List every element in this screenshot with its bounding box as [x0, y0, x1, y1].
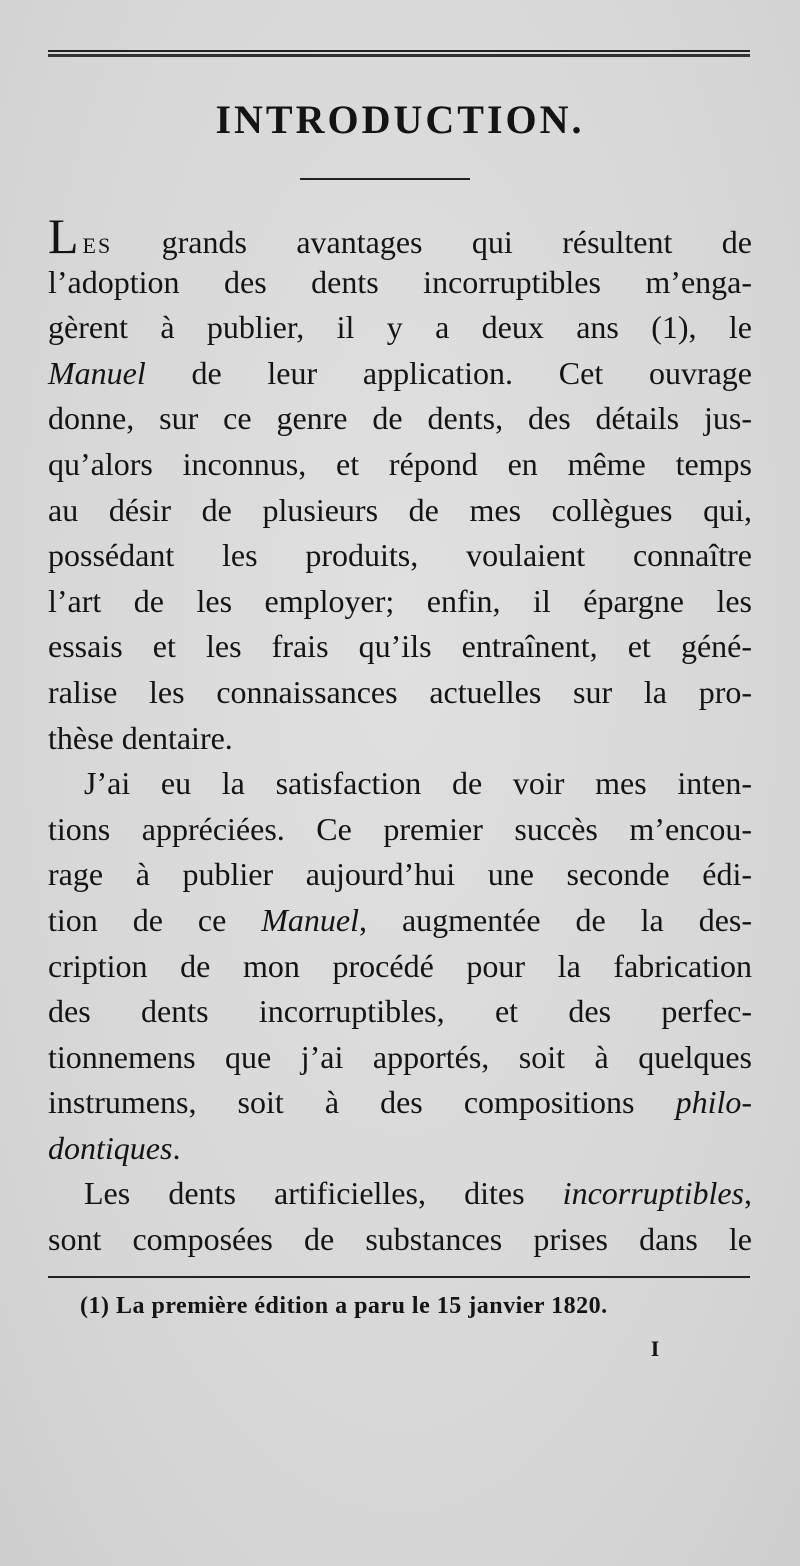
text-line: au désir de plusieurs de mes collègues qui, — [48, 491, 752, 528]
signature-mark: I — [650, 1336, 660, 1361]
small-caps: ES — [82, 233, 113, 258]
footnote-rule — [48, 1276, 750, 1278]
text-line: tion de ce Manuel, augmentée de la des- — [48, 901, 753, 938]
text-line: thèse dentaire. — [48, 719, 233, 756]
text-line: J’ai eu la satisfaction de voir mes inten- — [84, 765, 752, 802]
title-rule — [300, 178, 470, 180]
text-line: Les dents artificielles, dites incorruptibles, — [84, 1175, 752, 1212]
text-line: l’adoption des dents incorruptibles m’enga- — [48, 263, 752, 300]
text-line: qu’alors inconnus, et répond en même temps — [48, 445, 752, 482]
text-line: donne, sur ce genre de dents, des détails jus- — [48, 400, 752, 437]
page-title: INTRODUCTION. — [215, 97, 585, 142]
text-line: tionnemens que j’ai apportés, soit à quelques — [48, 1038, 752, 1075]
text-line: possédant les produits, voulaient connaître — [48, 537, 752, 574]
text-line: rage à publier aujourd’hui une seconde édi- — [48, 856, 752, 893]
text-line: essais et les frais qu’ils entraînent, et géné- — [48, 628, 752, 665]
text-line: instrumens, soit à des compositions philo- — [48, 1084, 752, 1121]
italic-word: Manuel — [48, 354, 146, 391]
text-line: ralise les connaissances actuelles sur la pro- — [48, 673, 752, 710]
text-line: gèrent à publier, il y a deux ans (1), le — [48, 309, 752, 346]
text-line: cription de mon procédé pour la fabrication — [48, 947, 752, 984]
text-line: l’art de les employer; enfin, il épargne les — [48, 582, 752, 619]
text-line: LES grands avantages qui résultent de — [48, 208, 752, 264]
text-line: sont composées de substances prises dans le — [48, 1221, 752, 1258]
text-line: dontiques. — [48, 1129, 181, 1166]
drop-cap: L — [48, 208, 83, 264]
footnote: (1) La première édition a paru le 15 janvier 1820. — [80, 1293, 608, 1319]
text-line: Manuel de leur application. Cet ouvrage — [48, 354, 752, 391]
italic-word: philo- — [675, 1084, 752, 1121]
italic-word: dontiques — [48, 1129, 173, 1166]
top-double-rule — [48, 50, 750, 57]
text-line: des dents incorruptibles, et des perfec- — [48, 993, 752, 1030]
text-line: tions appréciées. Ce premier succès m’encou- — [48, 810, 752, 847]
italic-word: incorruptibles — [562, 1175, 744, 1212]
italic-word: Manuel — [261, 901, 359, 938]
body-text — [48, 208, 753, 1263]
